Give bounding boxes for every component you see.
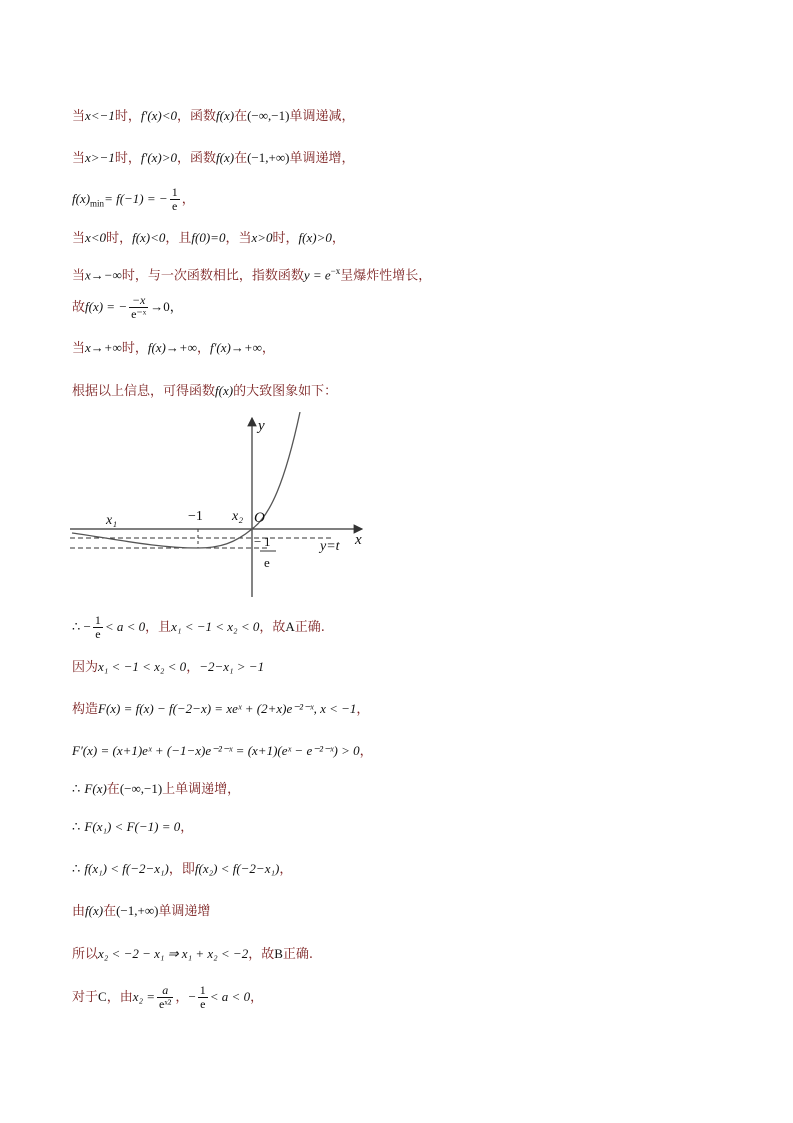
text-line-10: 因为x₁ < −1 < x₂ < 0，−2−x₁ > −1 — [72, 659, 265, 675]
x-axis-label: x — [355, 532, 362, 548]
text-line-2: 当x>−1时，f′(x)>0，函数f(x)在(−1,+∞)单调递增， — [72, 150, 355, 166]
text-line-14: ∴ F(x₁) < F(−1) = 0， — [72, 819, 194, 835]
text-line-6: 故f(x) = − $\frac{-x}{\text{e⁻ˣ}}$ →0， — [72, 293, 183, 321]
x1-label: x₁ — [106, 513, 118, 528]
min-sign: − — [254, 534, 262, 549]
min-value-den: e — [264, 555, 270, 570]
fraction: $\frac{1}{e}$ — [94, 613, 101, 641]
text-line-12: F′(x) = (x+1)eˣ + (−1−x)e⁻²⁻ˣ = (x+1)(eˣ − e⁻²⁻ˣ) > 0， — [72, 743, 373, 759]
function-graph — [70, 412, 370, 602]
line-t-label: y=t — [320, 539, 340, 554]
fraction: $\frac{a}{\text{eˣ²}}$ — [159, 983, 172, 1011]
fraction: $\frac{1}{e}$ — [171, 185, 178, 213]
text-line-4: 当x<0时，f(x)<0，且f(0)=0，当x>0时，f(x)>0， — [72, 230, 345, 246]
fraction: $\frac{-x}{\text{e⁻ˣ}}$ — [131, 293, 147, 321]
text-line-13: ∴ F(x)在(−∞,−1)上单调递增， — [72, 781, 241, 797]
origin-label: O — [254, 510, 265, 526]
neg1-label: −1 — [188, 509, 203, 524]
text-line-18: 对于C，由x₂ = $\frac{a}{\text{eˣ²}}$ ，− $\frac{1}{e}$ < a < 0， — [72, 983, 264, 1011]
text-line-7: 当x→+∞时，f(x)→+∞，f′(x)→+∞， — [72, 340, 275, 356]
text-line-16: 由f(x)在(−1,+∞)单调递增 — [72, 903, 211, 919]
min-value-num: 1 — [264, 534, 271, 549]
text-line-5: 当x→−∞时，与一次函数相比，指数函数$y = e^{-x}$呈爆炸性增长， — [72, 266, 432, 284]
text-line-15: ∴ f(x₁) < f(−2−x₁)，即f(x₂) < f(−2−x₁)， — [72, 861, 293, 877]
text-line-9: ∴ − $\frac{1}{e}$ < a < 0，且x₁ < −1 < x₂ < 0，故A正确. — [72, 613, 325, 641]
text-line-3: $f(x)_{min}= f(-1)$ = − $\frac{1}{e}$ ， — [72, 185, 195, 213]
text-line-8: 根据以上信息，可得函数f(x)的大致图象如下： — [72, 383, 338, 399]
text-line-1: 当x<−1时，f′(x)<0，函数f(x)在(−∞,−1)单调递减， — [72, 108, 355, 124]
text-line-11: 构造F(x) = f(x) − f(−2−x) = xeˣ + (2+x)e⁻²⁻ˣ, x < −1， — [72, 701, 370, 717]
x2-label: x₂ — [232, 509, 244, 524]
text-line-17: 所以x₂ < −2 − x₁ ⇒ x₁ + x₂ < −2，故B正确. — [72, 946, 314, 962]
fraction: $\frac{1}{e}$ — [199, 983, 206, 1011]
y-axis-label: y — [258, 418, 265, 434]
